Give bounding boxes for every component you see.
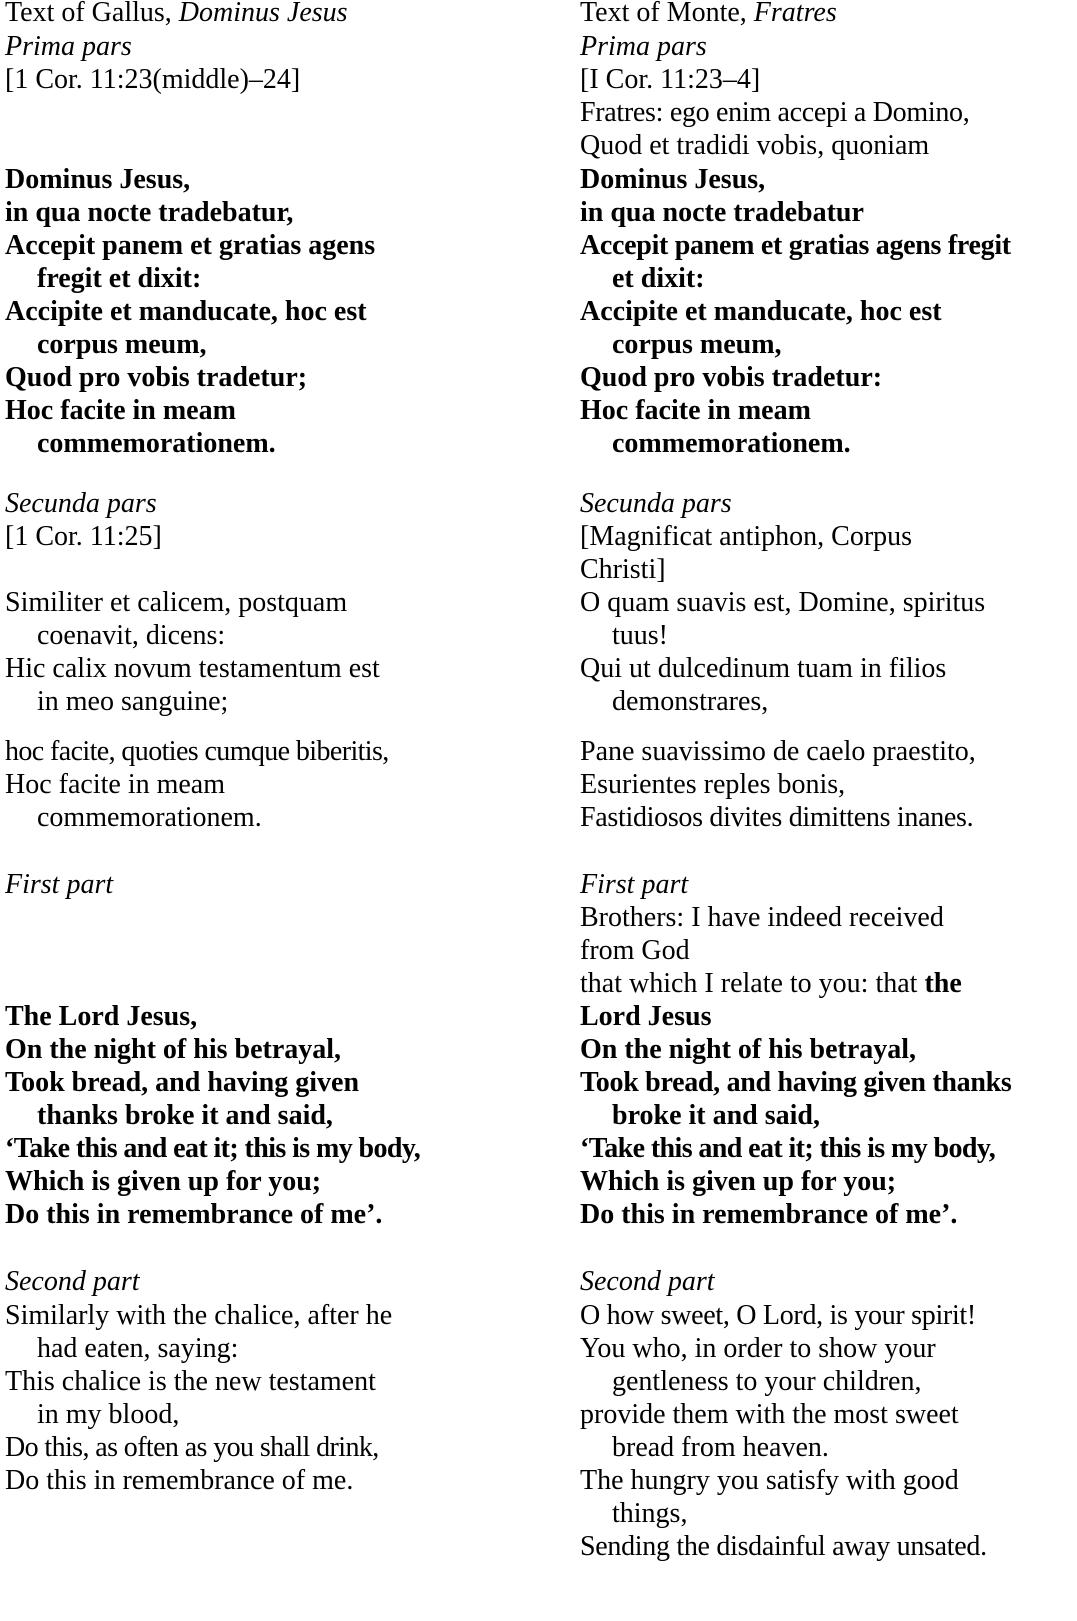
gallus-prima-line: Accipite et manducate, hoc est <box>5 296 367 327</box>
monte-prima-line: commemorationem. <box>612 428 851 459</box>
gallus-first-part-label: First part <box>5 869 114 900</box>
gallus-first-part-line: thanks broke it and said, <box>37 1100 333 1131</box>
monte-first-part-intro-line: that which I relate to you: that the <box>580 968 962 999</box>
monte-secunda-line: Fastidiosos divites dimittens inanes. <box>580 802 974 833</box>
monte-secunda-pars-label: Secunda pars <box>580 488 732 519</box>
monte-secunda-line: O quam suavis est, Domine, spiritus <box>580 587 986 618</box>
monte-prima-pars-label: Prima pars <box>580 31 707 62</box>
monte-second-part-line: Sending the disdainful away unsated. <box>580 1531 987 1562</box>
gallus-prima-line: corpus meum, <box>37 329 207 360</box>
gallus-first-part-line: On the night of his betrayal, <box>5 1034 342 1065</box>
gallus-first-part-line: Took bread, and having given <box>5 1067 360 1098</box>
monte-intro-line: Quod et tradidi vobis, quoniam <box>580 130 930 161</box>
gallus-first-part-line: ‘Take this and eat it; this is my body, <box>5 1133 421 1164</box>
monte-first-part-label: First part <box>580 869 689 900</box>
monte-first-part-line: Lord Jesus <box>580 1001 712 1032</box>
gallus-prima-line: Dominus Jesus, <box>5 164 191 195</box>
monte-second-part-line: bread from heaven. <box>612 1432 829 1463</box>
gallus-first-part-line: Do this in remembrance of me’. <box>5 1199 383 1230</box>
monte-first-part-intro-line: Brothers: I have indeed received <box>580 902 944 933</box>
monte-first-part-line: Which is given up for you; <box>580 1166 897 1197</box>
gallus-prima-pars-label: Prima pars <box>5 31 132 62</box>
monte-second-part-line: things, <box>612 1498 688 1529</box>
monte-prima-reference: [I Cor. 11:23–4] <box>580 64 761 95</box>
monte-secunda-line: Pane suavissimo de caelo praestito, <box>580 736 976 767</box>
gallus-prima-line: Hoc facite in meam <box>5 395 236 426</box>
gallus-prima-line: Accepit panem et gratias agens <box>5 230 376 261</box>
gallus-first-part-line: Which is given up for you; <box>5 1166 322 1197</box>
monte-prima-line: Accepit panem et gratias agens fregit <box>580 230 1011 261</box>
gallus-second-part-line: Do this in remembrance of me. <box>5 1465 354 1496</box>
gallus-prima-line: Quod pro vobis tradetur; <box>5 362 308 393</box>
gallus-secunda-line: commemorationem. <box>37 802 262 833</box>
monte-second-part-line: O how sweet, O Lord, is your spirit! <box>580 1300 976 1331</box>
monte-first-part-line: broke it and said, <box>612 1100 820 1131</box>
monte-secunda-reference: [Magnificat antiphon, Corpus <box>580 521 913 552</box>
monte-secunda-reference-cont: Christi] <box>580 554 666 585</box>
gallus-secunda-pars-label: Secunda pars <box>5 488 157 519</box>
monte-second-part-line: You who, in order to show your <box>580 1333 936 1364</box>
monte-prima-line: Dominus Jesus, <box>580 164 766 195</box>
monte-work-title: Fratres <box>753 0 837 28</box>
monte-prima-line: Accipite et manducate, hoc est <box>580 296 942 327</box>
gallus-second-part-label: Second part <box>5 1266 140 1297</box>
gallus-second-part-line: This chalice is the new testament <box>5 1366 376 1397</box>
gallus-secunda-reference: [1 Cor. 11:25] <box>5 521 162 552</box>
monte-secunda-line: demonstrares, <box>612 686 769 717</box>
gallus-prima-reference: [1 Cor. 11:23(middle)–24] <box>5 64 301 95</box>
gallus-second-part-line: Do this, as often as you shall drink, <box>5 1432 379 1463</box>
gallus-second-part-line: in my blood, <box>37 1399 180 1430</box>
gallus-first-part-line: The Lord Jesus, <box>5 1001 198 1032</box>
gallus-prima-line: fregit et dixit: <box>37 263 202 294</box>
gallus-secunda-line: Similiter et calicem, postquam <box>5 587 348 618</box>
gallus-secunda-line: in meo sanguine; <box>37 686 229 717</box>
monte-first-part-intro-line: from God <box>580 935 690 966</box>
gallus-second-part-line: had eaten, saying: <box>37 1333 239 1364</box>
monte-second-part-line: provide them with the most sweet <box>580 1399 959 1430</box>
monte-first-part-line: Do this in remembrance of me’. <box>580 1199 958 1230</box>
monte-prima-line: et dixit: <box>612 263 705 294</box>
monte-secunda-line: Qui ut dulcedinum tuam in filios <box>580 653 947 684</box>
monte-first-part-line: On the night of his betrayal, <box>580 1034 917 1065</box>
monte-secunda-line: tuus! <box>612 620 668 651</box>
monte-prima-line: corpus meum, <box>612 329 782 360</box>
monte-second-part-label: Second part <box>580 1266 715 1297</box>
gallus-second-part-line: Similarly with the chalice, after he <box>5 1300 393 1331</box>
monte-intro-line: Fratres: ego enim accepi a Domino, <box>580 97 970 128</box>
monte-prima-line: Hoc facite in meam <box>580 395 811 426</box>
gallus-secunda-line: coenavit, dicens: <box>37 620 226 651</box>
monte-second-part-line: The hungry you satisfy with good <box>580 1465 959 1496</box>
gallus-prima-line: commemorationem. <box>37 428 276 459</box>
monte-second-part-line: gentleness to your children, <box>612 1366 922 1397</box>
gallus-prima-line: in qua nocte tradebatur, <box>5 197 294 228</box>
monte-title: Text of Monte, Fratres <box>580 0 837 30</box>
monte-prima-line: in qua nocte tradebatur <box>580 197 864 228</box>
gallus-secunda-line: hoc facite, quoties cumque biberitis, <box>5 736 389 767</box>
monte-first-part-line: ‘Take this and eat it; this is my body, <box>580 1133 996 1164</box>
monte-secunda-line: Esurientes reples bonis, <box>580 769 846 800</box>
gallus-title: Text of Gallus, Dominus Jesus <box>5 0 348 30</box>
gallus-secunda-line: Hoc facite in meam <box>5 769 226 800</box>
monte-first-part-line: Took bread, and having given thanks <box>580 1067 1012 1098</box>
gallus-work-title: Dominus Jesus <box>178 0 348 28</box>
gallus-secunda-line: Hic calix novum testamentum est <box>5 653 380 684</box>
monte-prima-line: Quod pro vobis tradetur: <box>580 362 883 393</box>
